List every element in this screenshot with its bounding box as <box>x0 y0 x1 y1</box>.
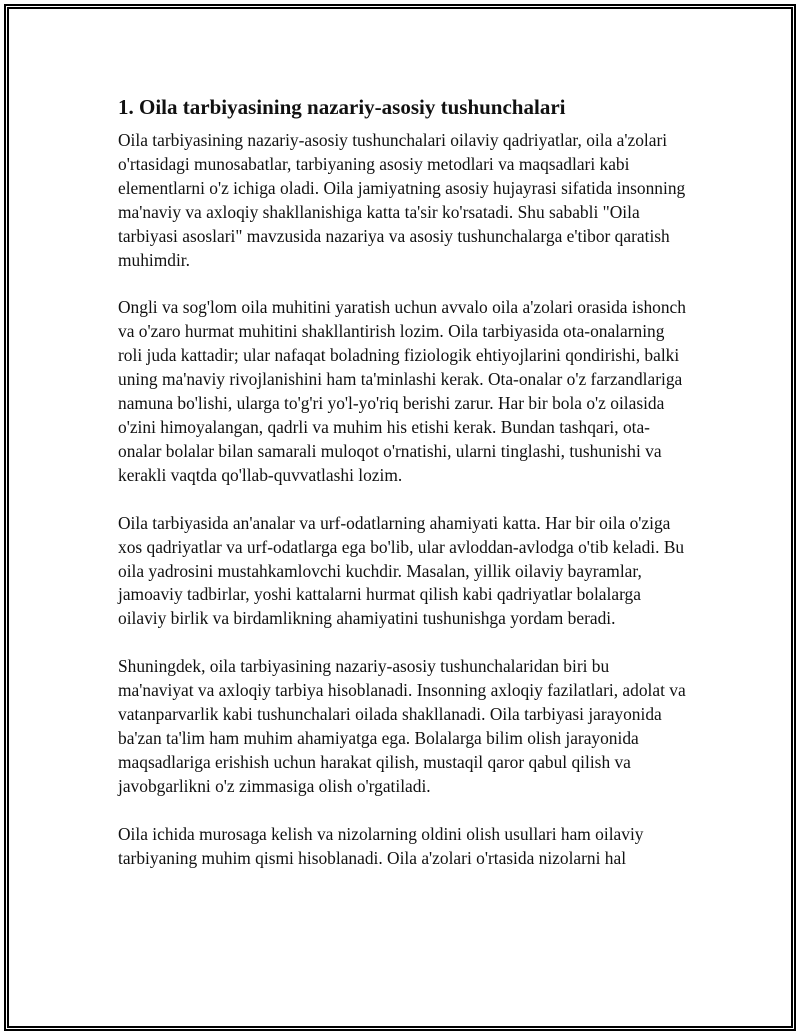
section-heading: 1. Oila tarbiyasining nazariy-asosiy tushunchalari <box>118 95 566 119</box>
paragraph-2: Ongli va sog'lom oila muhitini yaratish uchun avvalo oila a'zolari orasida ishonch va o'zaro hurmat muhitini shakllantirish lozim. Oila tarbiyasida ota-onalarning roli juda kattadir; ular nafaqat boladning fiziologik ehtiyojlarini qondirishi, balki uning ma'naviy rivojlanishini ham ta'minlashi kerak. Ota-onalar o'z farzandlariga namuna bo'lishi, ularga to'g'ri yo'l-yo'riq berishi zarur. Har bir bola o'z oilasida o'zini himoyalangan, qadrli va muhim his etishi kerak. Bundan tashqari, ota-onalar bolalar bilan samarali muloqot o'rnatishi, ularni tinglashi, tushunishi va kerakli vaqtda qo'llab-quvvatlashi lozim. <box>118 297 686 485</box>
paragraph-3: Oila tarbiyasida an'analar va urf-odatlarning ahamiyati katta. Har bir oila o'ziga xos qadriyatlar va urf-odatlarga ega bo'lib, ular avloddan-avlodga o'tib keladi. Bu oila yadrosini mustahkamlovchi kuchdir. Masalan, yillik oilaviy bayramlar, jamoaviy tadbirlar, yoshi kattalarni hurmat qilish kabi qadriyatlar bolalarga oilaviy birlik va birdamlikning ahamiyatini tushunishga yordam beradi. <box>118 512 685 629</box>
paragraph-5: Oila ichida murosaga kelish va nizolarning oldini olish usullari ham oilaviy tarbiyaning muhim qismi hisoblanadi. Oila a'zolari o'rtasida nizolarni hal <box>118 823 644 868</box>
paragraph-4: Shuningdek, oila tarbiyasining nazariy-asosiy tushunchalaridan biri bu ma'naviyat va axloqiy tarbiya hisoblanadi. Insonning axloqiy fazilatlari, adolat va vatanparvarlik kabi tushunchalari oilada shakllanadi. Oila tarbiyasi jarayonida ba'zan ta'lim ham muhim ahamiyatga ega. Bolalarga bilim olish jarayonida maqsadlariga erishish uchun harakat qilish, mustaqil qaror qabul qilish va javobgarlikni o'z zimmasiga olish o'rgatiladi. <box>118 656 686 796</box>
paragraph-1: Oila tarbiyasining nazariy-asosiy tushunchalari oilaviy qadriyatlar, oila a'zolari o'rtasidagi munosabatlar, tarbiyaning asosiy metodlari va maqsadlari kabi elementlarni o'z ichiga oladi. Oila jamiyatning asosiy hujayrasi sifatida insonning ma'naviy va axloqiy shakllanishiga katta ta'sir ko'rsatadi. Shu sababli "Oila tarbiyasi asoslari" mavzusida nazariya va asosiy tushunchalarga e'tibor qaratish muhimdir. <box>118 130 686 270</box>
document-body <box>118 94 688 894</box>
